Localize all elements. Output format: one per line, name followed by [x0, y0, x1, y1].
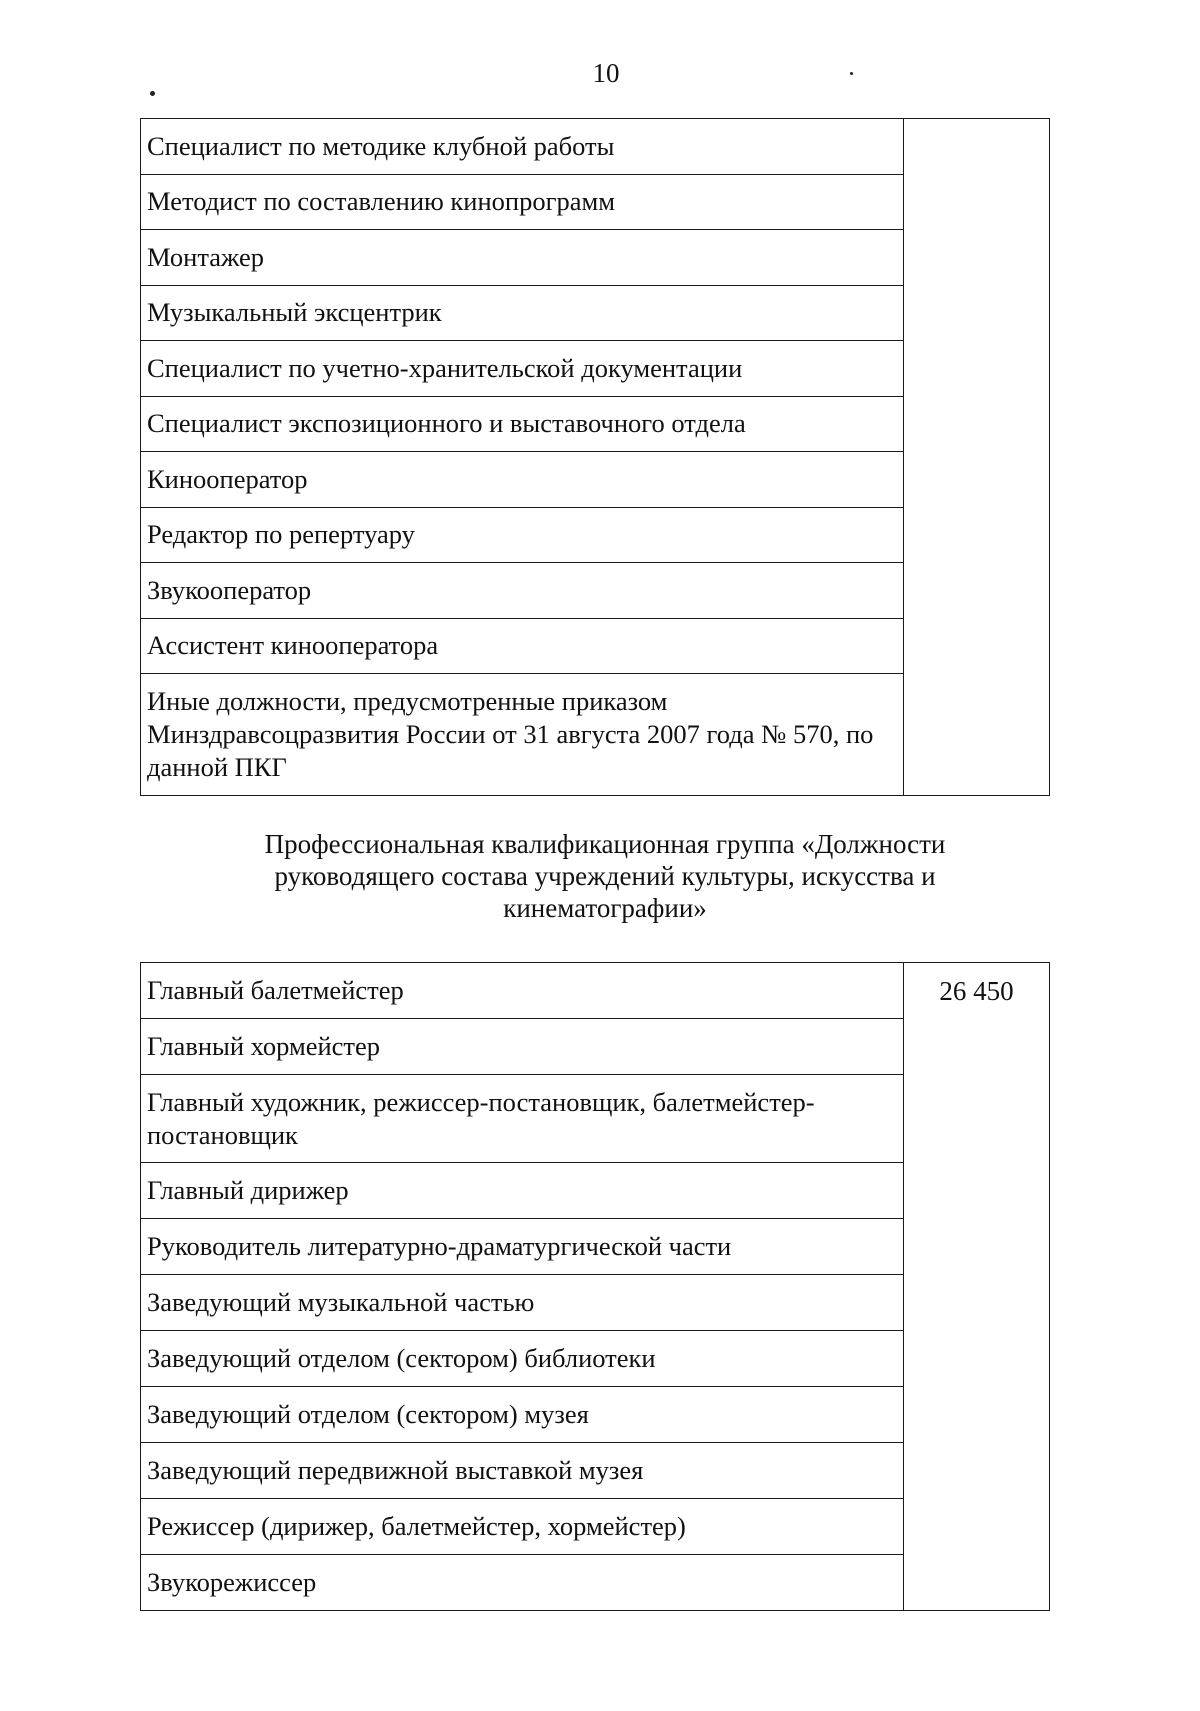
position-name: Заведующий отделом (сектором) музея [141, 1387, 904, 1443]
table-row [141, 963, 1050, 1019]
scan-speck [150, 91, 155, 96]
position-name: Специалист экспозиционного и выставочного отдела [141, 396, 904, 452]
scan-speck [850, 72, 853, 75]
section-heading: Профессиональная квалификационная группа «Должности руководящего состава учреждений культуры, искусства и кинематографии» [264, 829, 946, 923]
position-name: Режиссер (дирижер, балетмейстер, хормейстер) [141, 1499, 904, 1555]
position-name: Специалист по учетно-хранительской документации [141, 341, 904, 397]
position-name: Ассистент кинооператора [141, 618, 904, 674]
position-name: Музыкальный эксцентрик [141, 285, 904, 341]
position-name: Главный хормейстер [141, 1019, 904, 1075]
table-row [141, 119, 1050, 175]
position-name: Заведующий отделом (сектором) библиотеки [141, 1331, 904, 1387]
position-name: Монтажер [141, 230, 904, 286]
position-name: Руководитель литературно-драматургической части [141, 1219, 904, 1275]
position-name: Редактор по репертуару [141, 507, 904, 563]
salary-value: 26 450 [939, 976, 1014, 1006]
salary-cell [904, 119, 1050, 796]
position-name: Главный дирижер [141, 1163, 904, 1219]
page-number: 10 [592, 58, 620, 88]
positions-table-bottom [140, 962, 1050, 1611]
position-name: Специалист по методике клубной работы [141, 119, 904, 175]
position-name: Кинооператор [141, 452, 904, 508]
position-name: Иные должности, предусмотренные приказом Минздравсоцразвития России от 31 августа 2007 года № 570, по данной ПКГ [141, 674, 904, 796]
position-name: Звукооператор [141, 563, 904, 619]
salary-cell [904, 963, 1050, 1611]
positions-table-top [140, 118, 1050, 796]
position-name: Заведующий передвижной выставкой музея [141, 1443, 904, 1499]
position-name: Методист по составлению кинопрограмм [141, 174, 904, 230]
position-name: Главный художник, режиссер-постановщик, балетмейстер-постановщик [141, 1075, 904, 1163]
position-name: Звукорежиссер [141, 1555, 904, 1611]
position-name: Заведующий музыкальной частью [141, 1275, 904, 1331]
position-name: Главный балетмейстер [141, 963, 904, 1019]
